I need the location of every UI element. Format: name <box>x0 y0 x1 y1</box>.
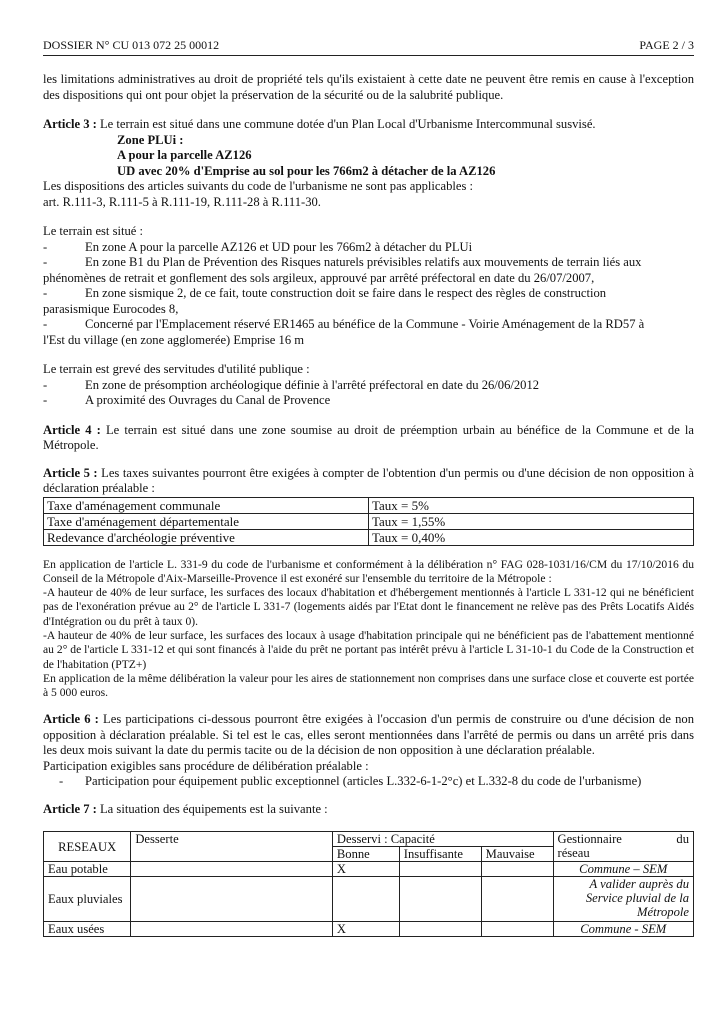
article-4 <box>43 423 694 454</box>
header-insuffisante: Insuffisante <box>399 847 481 862</box>
note-paragraph: -A hauteur de 40% de leur surface, les surfaces des locaux à usage d'habitation principale qui ne bénéficient pas de l'abattement mentionné au 2° de l'article L 331-12 et qui sont financés à l'aide du prêt ne portant pas intérêt prévu à l'article L 31-10-1 du Code de la Construction et de l'habitation (PTZ+) <box>43 628 694 671</box>
zone-plui-title: Zone PLUi : <box>117 132 184 147</box>
article-6-text: Les participations ci-dessous pourront être exigées à l'occasion d'un permis de construire ou d'une décision de non opposition à déclaration préalable. Si tel est le cas, elles seront mentionnées dans l'arrêté de permis ou dans un arrêté pris dans les deux mois suivant la date du permis tacite ou de la décision de non opposition à une déclaration préalable. <box>43 712 694 758</box>
note-paragraph: En application de l'article L. 331-9 du code de l'urbanisme et conformément à la délibération n° FAG 028-1031/16/CM du 17/10/2016 du Conseil de la Métropole d'Aix-Marseille-Provence il est exonéré sur l'ensemble du territoire de la Métropole : <box>43 557 694 585</box>
header-desserte: Desserte <box>131 832 333 862</box>
zone-plui-ud: UD avec 20% d'Emprise au sol pour les 766m2 à détacher de la AZ126 <box>117 163 496 178</box>
article-5 <box>43 466 694 497</box>
note-paragraph: -A hauteur de 40% de leur surface, les surfaces des locaux d'habitation et d'hébergement mentionnés à l'article L 331-12 qui ne bénéficient pas de l'exonération prévue au 2° de l'article L 331-7 (logements aidés par l'Etat dont le financement ne relève pas des Prêts Locatifs Aidés d'Intégration ou du prêt à taux 0). <box>43 586 694 628</box>
zone-plui-a: A pour la parcelle AZ126 <box>117 148 252 162</box>
article-6 <box>43 712 694 759</box>
equipment-table <box>43 831 694 937</box>
list-item: - Participation pour équipement public exceptionnel (articles L.332-6-1-2°c) et L.332-8 du code de l'urbanisme) <box>59 774 642 789</box>
list-item: - En zone A pour la parcelle AZ126 et UD pour les 766m2 à détacher du PLUi <box>43 239 473 254</box>
article-6-sub: Participation exigibles sans procédure de délibération préalable : <box>43 758 369 773</box>
taxes-table <box>43 497 694 546</box>
header-mauvaise: Mauvaise <box>481 847 553 862</box>
dossier-number: DOSSIER N° CU 013 072 25 00012 <box>43 38 220 52</box>
list-item: - En zone B1 du Plan de Prévention des Risques naturels prévisibles relatifs aux mouvements de terrain liés aux <box>43 255 642 269</box>
page-header <box>43 38 694 56</box>
article-3-articles: art. R.111-3, R.111-5 à R.111-19, R.111-28 à R.111-30. <box>43 194 321 209</box>
document-page <box>43 38 694 937</box>
table-row: Eaux usées X Commune - SEM <box>44 922 694 937</box>
table-row: Redevance d'archéologie préventive Taux = 0,40% <box>44 529 694 545</box>
header-reseaux: RESEAUX <box>44 832 131 862</box>
article-3-label: Article 3 : <box>43 117 97 131</box>
note-paragraph: En application de la même délibération la valeur pour les aires de stationnement non comprises dans une surface close et couverte est portée à 5 000 euros. <box>43 671 694 700</box>
article-5-notes <box>43 558 694 701</box>
list-item: - A proximité des Ouvrages du Canal de Provence <box>43 393 331 407</box>
table-row: Taxe d'aménagement départementale Taux = 1,55% <box>44 513 694 529</box>
article-5-text: Les taxes suivantes pourront être exigées à compter de l'obtention d'un permis ou d'une décision de non opposition à déclaration préalable : <box>43 465 694 495</box>
article-3 <box>43 117 694 133</box>
list-item-continuation: parasismique Eurocodes 8, <box>43 301 179 316</box>
article-7-label: Article 7 : <box>43 801 97 816</box>
table-row: Eau potable X Commune – SEM <box>44 862 694 877</box>
page-number: PAGE 2 / 3 <box>639 38 694 52</box>
servitudes-heading: Le terrain est grevé des servitudes d'utilité publique : <box>43 362 310 376</box>
list-item: - Concerné par l'Emplacement réservé ER1465 au bénéfice de la Commune - Voirie Aménagement de la RD57 à <box>43 317 645 331</box>
header-gestionnaire: Gestionnaire du réseau <box>553 832 694 862</box>
article-5-label: Article 5 : <box>43 465 98 480</box>
list-item-continuation: l'Est du village (en zone agglomerée) Emprise 16 m <box>43 332 305 347</box>
list-item: - En zone sismique 2, de ce fait, toute construction doit se faire dans le respect des règles de construction <box>43 286 607 300</box>
intro-paragraph: les limitations administratives au droit de propriété tels qu'ils existaient à cette date ne peuvent être remis en cause à l'exception des dispositions qui ont pour objet la préservation de la sécurité ou de la salubrité publique. <box>43 72 694 102</box>
table-header-row <box>44 832 694 847</box>
header-desservi: Desservi : Capacité <box>332 832 553 847</box>
article-4-text: Le terrain est situé dans une zone soumise au droit de préemption urbain au bénéfice de la Commune et de la Métropole. <box>43 422 695 452</box>
table-row: Taxe d'aménagement communale Taux = 5% <box>44 497 694 513</box>
list-item-continuation: phénomènes de retrait et gonflement des sols argileux, approuvé par arrêté préfectoral en date du 26/07/2007, <box>43 270 595 285</box>
list-item: - En zone de présomption archéologique définie à l'arrêté préfectoral en date du 26/06/2012 <box>43 377 540 392</box>
article-7-text: La situation des équipements est la suivante : <box>96 801 328 816</box>
table-row: Eaux pluviales A valider auprès du Service pluvial de la Métropole <box>44 877 694 922</box>
article-3-provisions: Les dispositions des articles suivants du code de l'urbanisme ne sont pas applicables : <box>43 179 474 193</box>
header-bonne: Bonne <box>332 847 399 862</box>
article-7 <box>43 802 694 818</box>
terrain-situe-heading: Le terrain est situé : <box>43 224 144 238</box>
article-4-label: Article 4 : <box>43 422 101 437</box>
article-6-label: Article 6 : <box>43 712 99 727</box>
article-3-text: Le terrain est situé dans une commune dotée d'un Plan Local d'Urbanisme Intercommunal susvisé. <box>96 117 596 131</box>
